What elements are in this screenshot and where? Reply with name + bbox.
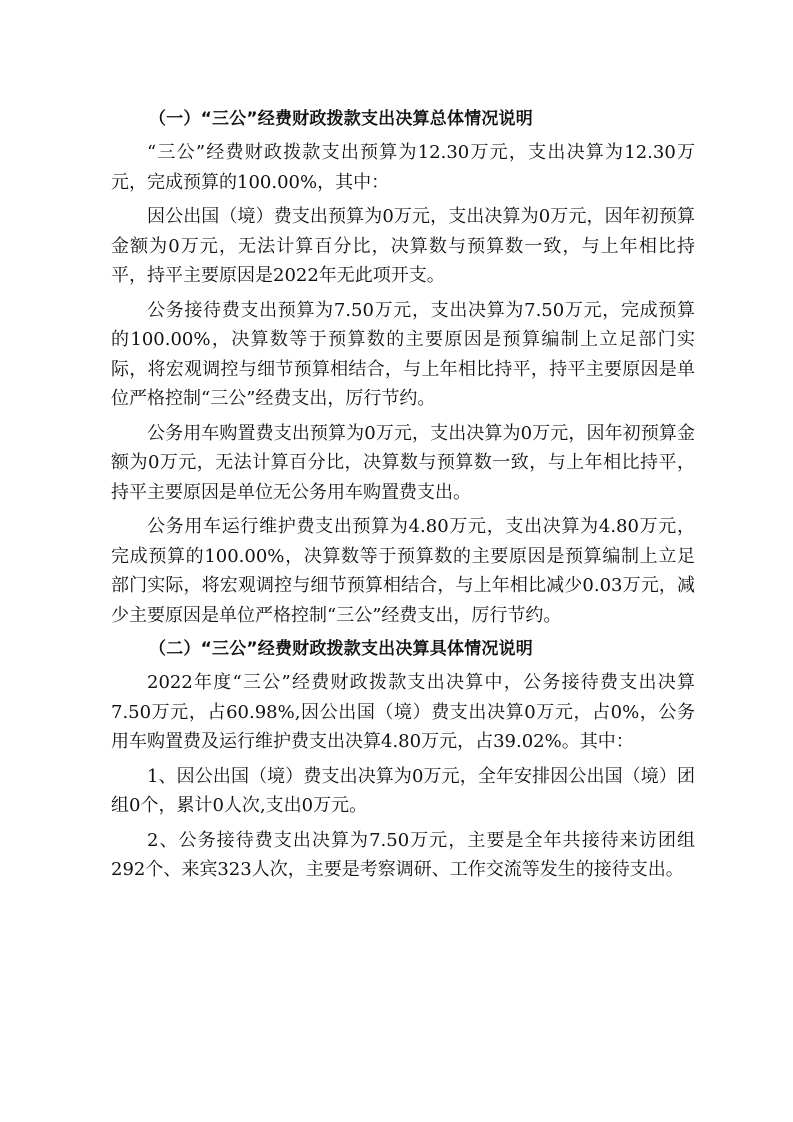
paragraph-vehicle-purchase: 公务用车购置费支出预算为0万元，支出决算为0万元，因年初预算金额为0万元，无法计算百分比，决算数与预算数一致，与上年相比持平，持平主要原因是单位无公务用车购置费支出。 — [111, 422, 695, 503]
paragraph-detail-overseas: 1、因公出国（境）费支出决算为0万元，全年安排因公出国（境）团组0个，累计0人次,支出0万元。 — [111, 765, 695, 816]
section-heading-detail: （二）“三公”经费财政拨款支出决算具体情况说明 — [149, 639, 533, 659]
section-heading-overall: （一）“三公”经费财政拨款支出决算总体情况说明 — [149, 109, 533, 129]
paragraph-vehicle-maintenance: 公务用车运行维护费支出预算为4.80万元，支出决算为4.80万元，完成预算的100.00%，决算数等于预算数的主要原因是预算编制上立足部门实际，将宏观调控与细节预算相结合，与上年相比减少0.03万元，减少主要原因是单位严格控制“三公”经费支出，厉行节约。 — [111, 516, 695, 626]
paragraph-overseas-travel: 因公出国（境）费支出预算为0万元，支出决算为0万元，因年初预算金额为0万元，无法计算百分比，决算数与预算数一致，与上年相比持平，持平主要原因是2022年无此项开支。 — [111, 206, 695, 286]
paragraph-reception: 公务接待费支出预算为7.50万元，支出决算为7.50万元，完成预算的100.00%，决算数等于预算数的主要原因是预算编制上立足部门实际，将宏观调控与细节预算相结合，与上年相比持平，持平主要原因是单位严格控制“三公”经费支出，厉行节约。 — [111, 299, 695, 409]
paragraph-detail-reception: 2、公务接待费支出决算为7.50万元，主要是全年共接待来访团组292个、来宾323人次，主要是考察调研、工作交流等发生的接待支出。 — [111, 829, 695, 880]
paragraph-total-budget: “三公”经费财政拨款支出预算为12.30万元，支出决算为12.30万元，完成预算的100.00%，其中： — [111, 142, 695, 193]
paragraph-detail-summary: 2022年度“三公”经费财政拨款支出决算中，公务接待费支出决算7.50万元，占60.98%,因公出国（境）费支出决算0万元，占0%，公务用车购置费及运行维护费支出决算4.80万元，占39.02%。其中： — [111, 672, 695, 752]
document-body — [111, 103, 695, 885]
